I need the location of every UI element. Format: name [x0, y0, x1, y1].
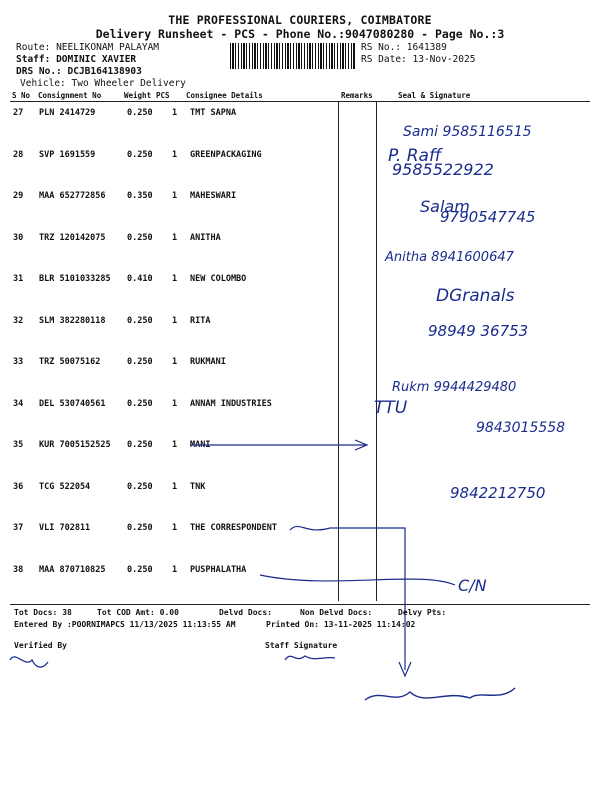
tot-cod-label: Tot COD Amt: — [97, 608, 155, 617]
row-weight: 0.350 — [127, 191, 153, 201]
arrow-35 — [190, 440, 367, 450]
vehicle-label: Vehicle: — [20, 78, 66, 89]
row-pcs: 1 — [172, 233, 178, 243]
col-pcs: PCS — [156, 91, 170, 100]
col-weight: Weight — [124, 91, 152, 100]
row-pcs: 1 — [172, 399, 178, 409]
row-weight: 0.250 — [127, 108, 153, 118]
row-consignment-no: TRZ 50075162 — [39, 357, 101, 367]
runsheet-subtitle: Delivery Runsheet - PCS - Phone No.:9047080280 - Page No.:3 — [95, 27, 505, 41]
row-consignee: RUKMANI — [190, 357, 226, 367]
printed-on-value: 13-11-2025 11:14:02 — [323, 620, 416, 629]
row-sno: 28 — [13, 150, 24, 160]
row-weight: 0.250 — [127, 482, 153, 492]
non-delvd-docs-label: Non Delvd Docs: — [300, 608, 373, 617]
rs-date-label: RS Date: — [361, 54, 407, 65]
tot-docs — [14, 608, 72, 617]
row-consignee: TMT SAPNA — [190, 108, 237, 118]
arrow-37 — [290, 526, 411, 676]
tot-cod — [97, 608, 179, 617]
row-weight: 0.250 — [127, 565, 153, 575]
rs-date-value: 13-Nov-2025 — [412, 54, 476, 65]
delvy-pts-label: Delvy Pts: — [398, 608, 447, 617]
staff-signature-label: Staff Signature — [265, 641, 338, 650]
row-consignment-no: SLM 382280118 — [39, 316, 106, 326]
row-consignee: NEW COLOMBO — [190, 274, 247, 284]
tot-cod-value: 0.00 — [159, 608, 179, 617]
rs-no-value: 1641389 — [406, 42, 447, 53]
ink-36: 9842212750 — [450, 484, 546, 502]
row-weight: 0.250 — [127, 523, 153, 533]
col-consignment: Consignment No — [38, 91, 102, 100]
row-consignment-no: TRZ 120142075 — [39, 233, 106, 243]
row-sno: 37 — [13, 523, 24, 533]
row-pcs: 1 — [172, 316, 178, 326]
delvd-docs-label: Delvd Docs: — [219, 608, 272, 617]
row-consignee: RITA — [190, 316, 211, 326]
ink-30: Anitha 8941600647 — [385, 250, 514, 265]
row-consignment-no: MAA 652772856 — [39, 191, 106, 201]
row-sno: 29 — [13, 191, 24, 201]
row-sno: 31 — [13, 274, 24, 284]
row-weight: 0.250 — [127, 440, 153, 450]
row-sno: 36 — [13, 482, 24, 492]
col-remarks: Remarks — [341, 91, 373, 100]
row-sno: 33 — [13, 357, 24, 367]
row-weight: 0.410 — [127, 274, 153, 284]
row-sno: 34 — [13, 399, 24, 409]
verified-by-label: Verified By — [14, 641, 67, 650]
verified-signature — [10, 657, 48, 667]
row-consignee: MAHESWARI — [190, 191, 237, 201]
ink-28a: P. Raff — [388, 146, 442, 166]
row-consignee: MANI — [190, 440, 211, 450]
row-consignment-no: PLN 2414729 — [39, 108, 96, 118]
route-label: Route: — [16, 42, 51, 53]
staff-value: DOMINIC XAVIER — [56, 54, 137, 65]
printed-on — [266, 620, 415, 629]
row-sno: 30 — [13, 233, 24, 243]
vehicle-value: Two Wheeler Delivery — [71, 78, 186, 89]
row-pcs: 1 — [172, 357, 178, 367]
row-consignment-no: BLR 5101033285 — [39, 274, 111, 284]
row-sno: 32 — [13, 316, 24, 326]
entered-by — [14, 620, 236, 629]
row-pcs: 1 — [172, 150, 178, 160]
row-consignee: THE CORRESPONDENT — [190, 523, 277, 533]
ink-38: C/N — [458, 576, 487, 595]
drs-value: DCJB164138903 — [67, 66, 142, 77]
row-pcs: 1 — [172, 274, 178, 284]
row-consignee: TNK — [190, 482, 206, 492]
ink-34: TTU — [374, 398, 408, 418]
tot-docs-value: 38 — [62, 608, 72, 617]
row-consignee: PUSPHALATHA — [190, 565, 247, 575]
staff-label: Staff: — [16, 54, 51, 65]
line-38 — [260, 575, 455, 585]
row-consignment-no: TCG 522054 — [39, 482, 91, 492]
entered-by-label: Entered By : — [14, 620, 72, 629]
row-pcs: 1 — [172, 108, 178, 118]
row-consignment-no: MAA 870710825 — [39, 565, 106, 575]
row-weight: 0.250 — [127, 357, 153, 367]
staff-signature — [285, 656, 335, 660]
row-pcs: 1 — [172, 565, 178, 575]
row-consignment-no: KUR 7005152525 — [39, 440, 111, 450]
row-weight: 0.250 — [127, 316, 153, 326]
footer-rule — [10, 604, 590, 605]
ink-33: Rukm 9944429480 — [392, 380, 517, 395]
route-value: NEELIKONAM PALAYAM — [56, 42, 160, 53]
ink-29a: Salam — [420, 197, 470, 216]
col-consignee: Consignee Details — [186, 91, 263, 100]
row-consignee: ANITHA — [190, 233, 221, 243]
ink-28b: 9585522922 — [392, 160, 494, 179]
rs-no-label: RS No.: — [361, 42, 402, 53]
ink-32: 98949 36753 — [428, 322, 529, 340]
company-title: THE PROFESSIONAL COURIERS, COIMBATORE — [168, 13, 432, 27]
row-pcs: 1 — [172, 482, 178, 492]
row-consignee: ANNAM INDUSTRIES — [190, 399, 272, 409]
row-consignment-no: VLI 702811 — [39, 523, 91, 533]
row-sno: 27 — [13, 108, 24, 118]
row-consignment-no: SVP 1691559 — [39, 150, 96, 160]
row-pcs: 1 — [172, 191, 178, 201]
entered-by-value: POORNIMAPCS 11/13/2025 11:13:55 AM — [71, 620, 236, 629]
row-pcs: 1 — [172, 523, 178, 533]
col-sno: S No — [12, 91, 31, 100]
ink-35: 9843015558 — [476, 420, 566, 436]
row-consignee: GREENPACKAGING — [190, 150, 262, 160]
drs-label: DRS No.: — [16, 66, 62, 77]
row-consignment-no: DEL 530740561 — [39, 399, 106, 409]
ink-31: DGranals — [436, 286, 515, 306]
ink-29b: 9790547745 — [440, 208, 536, 226]
tot-docs-label: Tot Docs: — [14, 608, 58, 617]
row-weight: 0.250 — [127, 399, 153, 409]
bottom-tamil-scribble — [365, 688, 515, 700]
row-weight: 0.250 — [127, 150, 153, 160]
row-sno: 38 — [13, 565, 24, 575]
row-sno: 35 — [13, 440, 24, 450]
row-weight: 0.250 — [127, 233, 153, 243]
printed-on-label: Printed On: — [266, 620, 319, 629]
row-pcs: 1 — [172, 440, 178, 450]
ink-27: Sami 9585116515 — [403, 124, 532, 140]
col-seal: Seal & Signature — [398, 91, 471, 100]
